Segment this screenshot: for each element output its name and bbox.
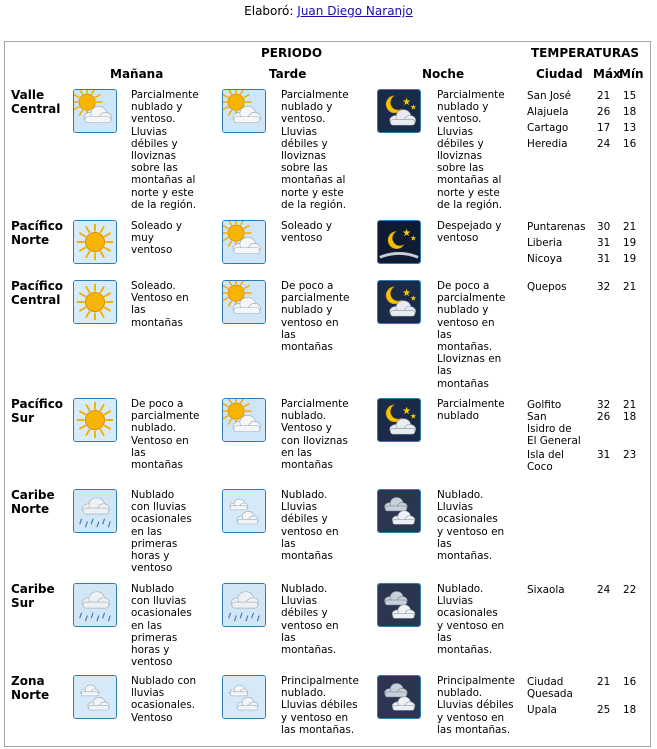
temp-min: 21 — [623, 221, 637, 233]
forecast-manana: Nublado con lluvias ocasionales. Ventoso — [131, 675, 197, 724]
temp-max: 32 — [597, 281, 611, 293]
temp-max: 26 — [597, 411, 611, 423]
temp-max: 25 — [597, 704, 611, 716]
temp-min: 18 — [623, 106, 637, 118]
temp-min: 21 — [623, 399, 637, 411]
temp-min: 19 — [623, 253, 637, 265]
temp-min: 16 — [623, 676, 637, 688]
night-cloud-icon — [377, 675, 421, 719]
temp-max: 24 — [597, 138, 611, 150]
temp-max: 24 — [597, 584, 611, 596]
forecast-manana: Parcialmente nublado y ventoso. Lluvias débiles y lloviznas sobre las montañas al norte y este de la región. — [131, 89, 199, 211]
city-name: Quepos — [527, 281, 567, 293]
forecast-tarde: Parcialmente nublado. Ventoso y con lloviznas en las montañas — [281, 398, 349, 472]
temp-max: 31 — [597, 449, 611, 461]
night-clear-icon — [377, 220, 421, 264]
temp-max: 32 — [597, 399, 611, 411]
forecast-noche: Nublado. Lluvias ocasionales y ventoso en las montañas. — [437, 489, 505, 563]
sun-cloud-icon — [222, 89, 266, 133]
forecast-tarde: Nublado. Lluvias débiles y ventoso en las montañas — [281, 489, 339, 563]
temp-max: 26 — [597, 106, 611, 118]
city-name: Puntarenas — [527, 221, 586, 233]
forecast-noche: Nublado. Lluvias ocasionales y ventoso en las montañas. — [437, 583, 505, 657]
city-name: San Isidro de El General — [527, 411, 581, 448]
forecast-tarde: Parcialmente nublado y ventoso. Lluvias débiles y lloviznas sobre las montañas al norte y este de la región. — [281, 89, 349, 211]
header-min: Mín — [619, 67, 644, 81]
forecast-tarde: Nublado. Lluvias débiles y ventoso en las montañas. — [281, 583, 339, 657]
sun-cloud-icon — [222, 398, 266, 442]
temp-min: 21 — [623, 281, 637, 293]
forecast-noche: Parcialmente nublado — [437, 398, 505, 423]
forecast-manana: Nublado con lluvias ocasionales en las primeras horas y ventoso — [131, 489, 192, 575]
header-max: Máx — [593, 67, 621, 81]
temp-max: 30 — [597, 221, 611, 233]
city-name: San José — [527, 90, 572, 102]
temp-max: 21 — [597, 676, 611, 688]
temp-min: 18 — [623, 411, 637, 423]
cloud-icon — [222, 675, 266, 719]
city-name: Isla del Coco — [527, 449, 564, 474]
temp-min: 23 — [623, 449, 637, 461]
forecast-manana: Soleado y muy ventoso — [131, 220, 183, 257]
region-name: Pacífico Sur — [11, 397, 64, 425]
temp-min: 19 — [623, 237, 637, 249]
city-name: Heredia — [527, 138, 568, 150]
cloud-rain-icon — [222, 583, 266, 627]
city-name: Cartago — [527, 122, 569, 134]
forecast-tarde: Principalmente nublado. Lluvias débiles y ventoso en las montañas. — [281, 675, 359, 736]
region-name: Pacífico Central — [11, 279, 64, 307]
temp-min: 16 — [623, 138, 637, 150]
forecast-tarde: De poco a parcialmente nublado y ventoso en las montañas — [281, 280, 350, 354]
header-tarde: Tarde — [269, 67, 307, 81]
forecast-tarde: Soleado y ventoso — [281, 220, 333, 245]
header-manana: Mañana — [110, 67, 164, 81]
header-ciudad: Ciudad — [536, 67, 583, 81]
forecast-noche: De poco a parcialmente nublado y ventoso en las montañas. Lloviznas en las montañas — [437, 280, 506, 390]
cloud-rain-icon — [73, 583, 117, 627]
region-name: Pacífico Norte — [11, 219, 64, 247]
region-name: Zona Norte — [11, 674, 50, 702]
moon-cloud-icon — [377, 89, 421, 133]
region-name: Caribe Norte — [11, 488, 55, 516]
author-link[interactable]: Juan Diego Naranjo — [297, 4, 413, 18]
forecast-manana: Soleado. Ventoso en las montañas — [131, 280, 189, 329]
temp-max: 31 — [597, 253, 611, 265]
cloud-icon — [222, 489, 266, 533]
cloud-rain-icon — [73, 489, 117, 533]
night-cloud-icon — [377, 583, 421, 627]
temp-max: 21 — [597, 90, 611, 102]
sun-cloud-icon — [222, 220, 266, 264]
header-temperaturas: TEMPERATURAS — [531, 46, 640, 60]
forecast-manana: Nublado con lluvias ocasionales en las primeras horas y ventoso — [131, 583, 192, 669]
city-name: Golfito — [527, 399, 562, 411]
temp-max: 31 — [597, 237, 611, 249]
forecast-noche: Principalmente nublado. Lluvias débiles y ventoso en las montañas. — [437, 675, 515, 736]
header-periodo: PERIODO — [261, 46, 323, 60]
author-line — [0, 4, 657, 18]
region-name: Valle Central — [11, 88, 61, 116]
region-name: Caribe Sur — [11, 582, 55, 610]
city-name: Sixaola — [527, 584, 565, 596]
temp-min: 15 — [623, 90, 637, 102]
moon-cloud-icon — [377, 280, 421, 324]
moon-cloud-icon — [377, 398, 421, 442]
header-noche: Noche — [422, 67, 465, 81]
city-name: Ciudad Quesada — [527, 676, 573, 701]
temp-min: 18 — [623, 704, 637, 716]
sun-icon — [73, 280, 117, 324]
temp-min: 13 — [623, 122, 637, 134]
temp-min: 22 — [623, 584, 637, 596]
temp-max: 17 — [597, 122, 611, 134]
sun-icon — [73, 220, 117, 264]
sun-cloud-icon — [73, 89, 117, 133]
city-name: Nicoya — [527, 253, 563, 265]
forecast-noche: Despejado y ventoso — [437, 220, 502, 245]
cloud-icon — [73, 675, 117, 719]
forecast-table — [4, 41, 651, 747]
night-cloud-icon — [377, 489, 421, 533]
city-name: Upala — [527, 704, 557, 716]
city-name: Liberia — [527, 237, 563, 249]
author-label: Elaboró: — [244, 4, 294, 18]
sun-cloud-icon — [222, 280, 266, 324]
forecast-noche: Parcialmente nublado y ventoso. Lluvias débiles y lloviznas sobre las montañas al norte y este de la región. — [437, 89, 505, 211]
forecast-manana: De poco a parcialmente nublado. Ventoso en las montañas — [131, 398, 200, 472]
sun-icon — [73, 398, 117, 442]
city-name: Alajuela — [527, 106, 569, 118]
